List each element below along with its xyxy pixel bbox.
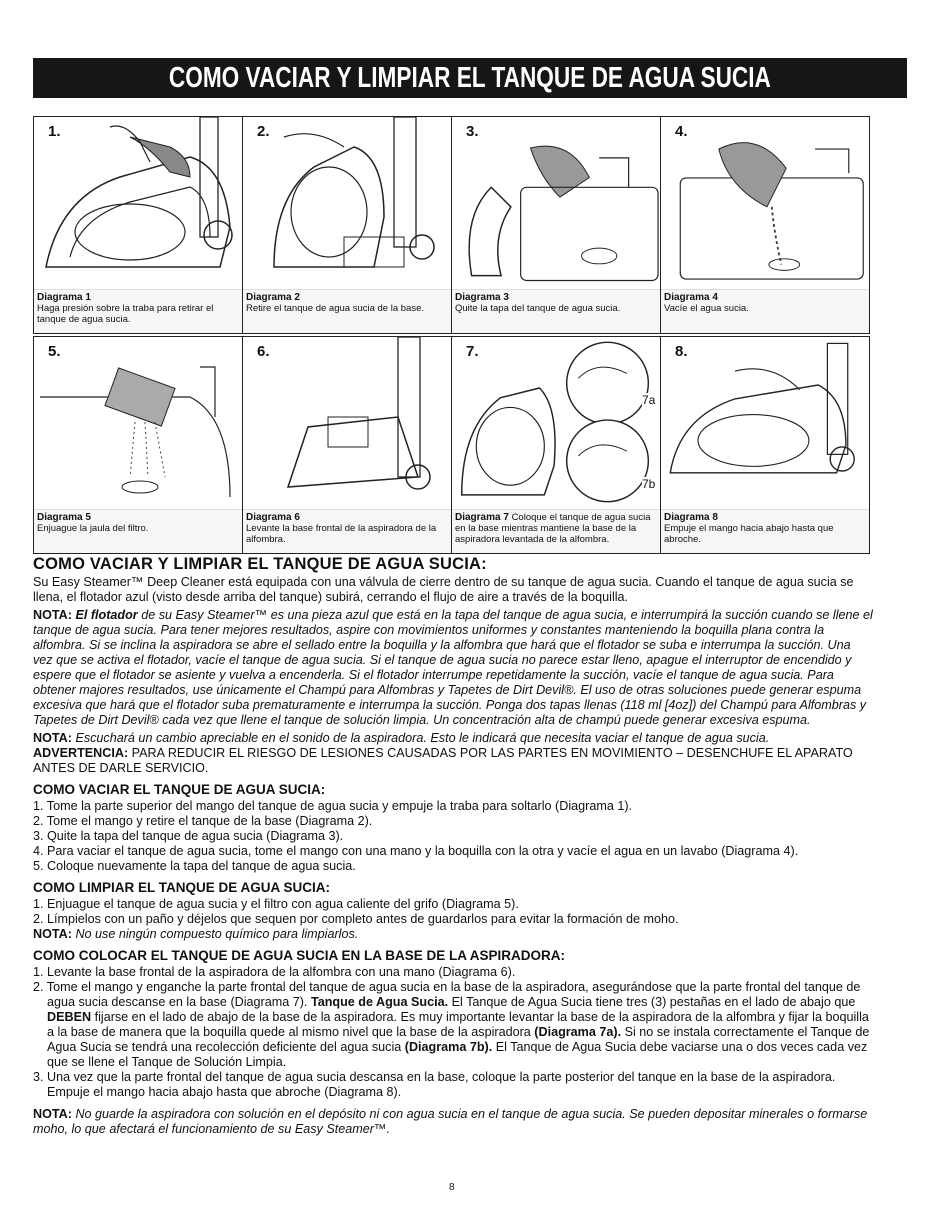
diagram-caption [243,509,451,553]
diagram-caption [452,289,660,333]
nota-3 [33,927,873,942]
intro-paragraph: Su Easy Steamer™ Deep Cleaner está equipada con una válvula de cierre dentro de su tanque de agua sucia. Cuando el tanque de agua sucia se llena, el flotador azul (visto desde arriba del tanque) subirá, cerrando el flujo de aire a través de la boquilla. [33,575,854,604]
diagram-caption [661,509,869,553]
list-item: 2. Límpielos con un paño y déjelos que sequen por completo antes de guardarlos para evitar la formación de moho. [33,912,679,926]
diagram-text: Quite la tapa del tanque de agua sucia. [455,303,621,314]
nota-label: NOTA: [33,731,72,745]
step-bold: Tanque de Agua Sucia. [310,995,449,1009]
illustration-lift-base [243,337,451,507]
diagram-caption [661,289,869,333]
step-text: El Tanque de Agua Sucia debe vaciarse una o dos veces cada vez que se llene el Tanque de Solución Limpia. [47,1040,868,1069]
illustration-place-tank [452,337,660,507]
clean-steps [33,897,873,927]
step-text: 2. Tome el mango y enganche la parte frontal del tanque de agua sucia en la base de la aspiradora, asegurándose que la parte frontal del tanque de agua sucia descanse en la base (Diagrama 7). [33,980,861,1009]
illustration-release-latch [34,117,242,287]
diagram-number: 7. [466,343,479,360]
diagram-label: Diagrama 6 [246,512,300,523]
diagram-label: Diagrama 7 [455,512,509,523]
diagram-label: Diagrama 1 [37,292,91,303]
step-text: El Tanque de Agua Sucia tiene tres (3) pestañas en el lado de abajo que [451,995,856,1009]
list-item: 5. Coloque nuevamente la tapa del tanque de agua sucia. [33,859,356,873]
warning-label: ADVERTENCIA: [33,746,129,760]
page-number: 8 [449,1182,455,1193]
diagram-caption [452,509,660,553]
list-item: 1. Levante la base frontal de la aspiradora de la alfombra con una mano (Diagrama 6). [33,965,516,979]
diagram-text: Enjuague la jaula del filtro. [37,523,149,534]
diagram-text: Empuje el mango hacia abajo hasta que abroche. [664,523,834,545]
empty-heading: COMO VACIAR EL TANQUE DE AGUA SUCIA: [33,782,326,797]
list-item: 3. Quite la tapa del tanque de agua sucia (Diagrama 3). [33,829,344,843]
warning [33,746,873,776]
list-item: 3. Una vez que la parte frontal del tanque de agua sucia descansa en la base, coloque la parte posterior del tanque en la base de la aspiradora. Empuje el mango hacia abajo hasta que abroche (Diagrama 8). [33,1070,836,1099]
list-item: 2. Tome el mango y retire el tanque de la base (Diagrama 2). [33,814,373,828]
diagram-number: 8. [675,343,688,360]
diagram-text: Levante la base frontal de la aspiradora de la alfombra. [246,523,437,545]
nota-2 [33,731,873,746]
diagram-caption [243,289,451,333]
step-text: Si no se instala correctamente el Tanque de Agua Sucia se tendrá una recolección deficiente del agua sucia [47,1025,870,1054]
diagram-text: Retire el tanque de agua sucia de la base. [246,303,424,314]
nota-label: NOTA: [33,927,72,941]
diagram-panel-8 [661,337,869,553]
diagram-text: Coloque el tanque de agua sucia en la base mientras mantiene la base de la aspiradora levantada de la alfombra. [455,512,651,545]
nota-4 [33,1107,873,1137]
list-item: 4. Para vaciar el tanque de agua sucia, tome el mango con una mano y la boquilla con la otra y vacíe el agua en un lavabo (Diagrama 4). [33,844,799,858]
step-bold: (Diagrama 7b). [404,1040,493,1054]
place-heading: COMO COLOCAR EL TANQUE DE AGUA SUCIA EN LA BASE DE LA ASPIRADORA: [33,948,566,963]
diagram-panel-6 [243,337,452,553]
step-bold: (Diagrama 7a). [534,1025,622,1039]
diagram-label: Diagrama 3 [455,292,509,303]
nota-text: No guarde la aspiradora con solución en el depósito ni con agua sucia en el tanque de agua sucia. Se pueden depositar minerales o formarse moho, lo que afectará el funcionamiento de su Easy Steamer™. [33,1107,868,1136]
nota-label: NOTA: [33,608,72,622]
nota-1 [33,608,873,728]
float-term: El flotador [75,608,138,622]
illustration-remove-tank [243,117,451,287]
step-bold: DEBEN [47,1010,92,1024]
nota-text: No use ningún compuesto químico para limpiarlos. [75,927,359,941]
body-text [33,557,873,1140]
clean-heading: COMO LIMPIAR EL TANQUE DE AGUA SUCIA: [33,880,330,895]
illustration-push-handle [661,337,869,507]
diagram-label: Diagrama 8 [664,512,718,523]
diagram-caption [34,509,242,553]
callout-7a: 7a [642,393,656,407]
illustration-rinse-filter [34,337,242,507]
diagram-row-2 [33,336,870,554]
empty-steps [33,799,873,874]
diagram-label: Diagrama 4 [664,292,718,303]
diagram-number: 4. [675,123,688,140]
illustration-remove-lid [452,117,660,287]
page-title: COMO VACIAR Y LIMPIAR EL TANQUE DE AGUA SUCIA [169,62,771,94]
section-heading: COMO VACIAR Y LIMPIAR EL TANQUE DE AGUA SUCIA: [33,555,487,573]
diagram-panel-7 [452,337,661,553]
diagram-caption [34,289,242,333]
page-title-banner [33,58,907,98]
diagram-row-1 [33,116,870,334]
diagram-panel-5 [34,337,243,553]
diagram-number: 1. [48,123,61,140]
diagram-label: Diagrama 5 [37,512,91,523]
nota-text: Escuchará un cambio apreciable en el sonido de la aspiradora. Esto le indicará que necesita vaciar el tanque de agua sucia. [75,731,770,745]
diagram-number: 3. [466,123,479,140]
warning-text: PARA REDUCIR EL RIESGO DE LESIONES CAUSADAS POR LAS PARTES EN MOVIMIENTO – DESENCHUFE EL APARATO ANTES DE DARLE SERVICIO. [33,746,853,775]
diagram-number: 6. [257,343,270,360]
diagram-panel-4 [661,117,869,333]
nota-label: NOTA: [33,1107,72,1121]
diagram-panel-1 [34,117,243,333]
diagram-number: 5. [48,343,61,360]
callout-7b: 7b [642,477,656,491]
list-item [33,980,873,1070]
nota-text: de su Easy Steamer™ es una pieza azul que está en la tapa del tanque de agua sucia, e interrumpirá la succión cuando se llene el tanque de agua sucia. Para tener mejores resultados, aspire con movimientos uniformes y constantes manteniendo la boquilla plana contra la alfombra. Si se inclina la aspiradora se abre el sellado entre la boquilla y la alfombra que hará que el flotador se suba e interrumpa la succión. Una vez que se activa el flotador, vacíe el tanque de agua sucia. Si el tanque de agua sucia no parece estar lleno, apague el interruptor de encendido y espere que el flotador se asiente y vuelva a encenderla. Si el flotador interrumpe repetidamente la succión, vacíe el tanque de agua sucia. Para obtener majores resultados, use únicamente el Champú para Alfombras y Tapetes de Dirt Devil®. El uso de otras soluciones puede generar espuma excesiva que hará que el flotador suba prematuramente e interrumpa la succión. Ponga dos tapas llenas (118 ml [4oz]) del Champú para Alfombras y Tapetes de Dirt Devil® cada vez que llene el tanque de solución limpia. Un concentración alta de champú puede generar excesiva espuma. [33,608,873,727]
diagram-panel-3 [452,117,661,333]
list-item: 1. Enjuague el tanque de agua sucia y el filtro con agua caliente del grifo (Diagrama 5). [33,897,519,911]
illustration-empty-water [661,117,869,287]
diagram-text: Vacíe el agua sucia. [664,303,749,314]
step-text: fijarse en el lado de abajo de la base de la aspiradora. Es muy importante levantar la base de la aspiradora de la alfombra y fijar la boquilla a la base de manera que la boquilla quede al mismo nivel que la base de la aspiradora [47,1010,869,1039]
diagram-text: Haga presión sobre la traba para retirar el tanque de agua sucia. [37,303,214,325]
diagram-panel-2 [243,117,452,333]
diagram-label: Diagrama 2 [246,292,300,303]
diagram-number: 2. [257,123,270,140]
place-steps [33,965,873,1100]
list-item: 1. Tome la parte superior del mango del tanque de agua sucia y empuje la traba para soltarlo (Diagrama 1). [33,799,633,813]
